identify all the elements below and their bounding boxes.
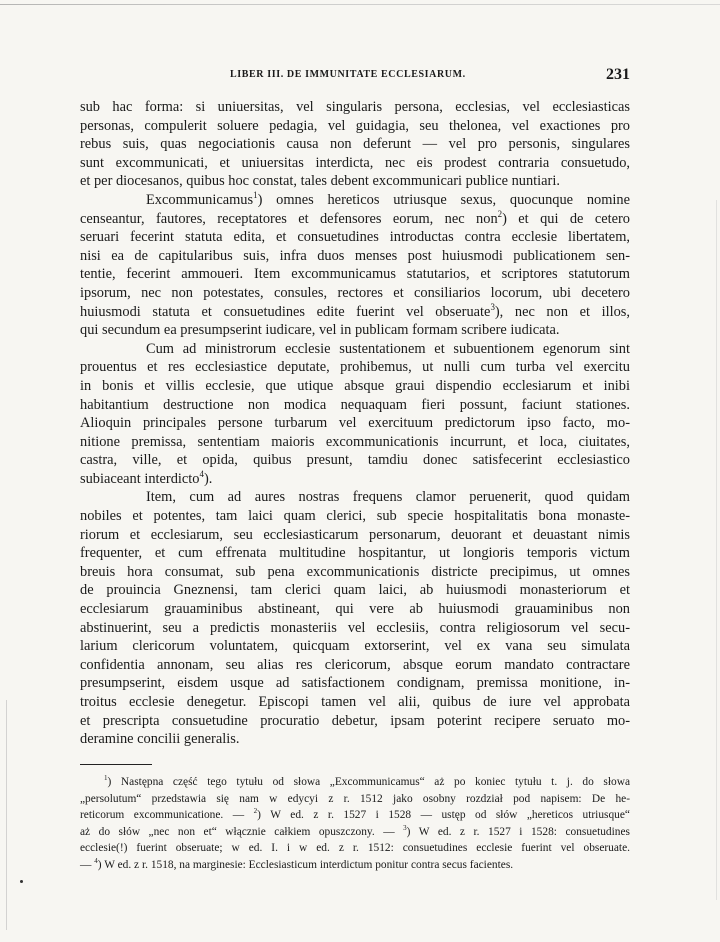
body-line bbox=[80, 321, 630, 340]
line-text: censeantur, fautores, receptatores et defensores eorum, nec non bbox=[80, 210, 498, 227]
body-line bbox=[80, 563, 630, 582]
line-text: personas, compulerit soluere pedagia, vel guidagia, seu thelonea, vel exactiones pro bbox=[80, 117, 630, 134]
line-text: nisi ea de capitularibus suis, infra duos menses post huiusmodi publicationem sen- bbox=[80, 247, 630, 264]
body-line bbox=[80, 172, 630, 191]
line-text: sub hac forma: si uniuersitas, vel singularis persona, ecclesias, vel ecclesiasticas bbox=[80, 99, 630, 115]
footnote-marker: 2 bbox=[253, 807, 258, 816]
body-line bbox=[80, 265, 630, 284]
scan-edge-left bbox=[6, 700, 7, 930]
body-line bbox=[80, 526, 630, 545]
body-line bbox=[80, 228, 630, 247]
line-text: „persolutum“ przedstawia się nam w edycyi z r. 1512 jako osobny rozdział pod napisem: De he- bbox=[80, 792, 630, 805]
line-text-continued: ) et qui de cetero bbox=[502, 210, 630, 227]
body-line bbox=[80, 544, 630, 563]
footnote-marker: 4 bbox=[94, 857, 98, 866]
body-line bbox=[80, 396, 630, 415]
line-text: confidentia annonam, seu alias res clericorum, absque eorum mandato contractare bbox=[80, 656, 630, 673]
body-line bbox=[80, 117, 630, 136]
footnote-marker: 3 bbox=[403, 823, 407, 832]
body-line bbox=[80, 712, 630, 731]
footnote-line bbox=[80, 824, 630, 841]
line-text: frequenter, et cum effrenata multitudine hospitantur, ut longioris temporis victum bbox=[80, 545, 630, 562]
line-text: ipsorum, nec non potestates, consules, rectores et consiliarios locorum, ubi decetero bbox=[80, 284, 630, 301]
body-line bbox=[80, 358, 630, 377]
line-text: nitione premissa, sententiam maioris excommunicationis incurrunt, et loca, ciuitates, bbox=[80, 433, 630, 450]
page-header bbox=[80, 66, 630, 88]
footnotes bbox=[80, 774, 630, 874]
body-line bbox=[80, 451, 630, 470]
body-line bbox=[80, 581, 630, 600]
line-text: Item, cum ad aures nostras frequens clamor peruenerit, quod quidam bbox=[146, 489, 630, 506]
line-text: et per diocesanos, quibus hoc constat, tales debent excommunicari publice nuntiari. bbox=[80, 173, 560, 190]
line-text: prouentus et res ecclesiastice deputate, prohibemus, ut nulli cum turba vel exercitu bbox=[80, 359, 630, 376]
body-line bbox=[80, 656, 630, 675]
body-line bbox=[80, 135, 630, 154]
line-text-continued: ) W ed. z r. 1527 i 1528 — ustęp od słów „hereticos utriusque“ bbox=[257, 809, 630, 822]
footnote-marker: 2 bbox=[497, 208, 503, 219]
scan-edge-right bbox=[716, 200, 717, 900]
body-line bbox=[80, 414, 630, 433]
line-text: rebus suis, quas negociationis causa non deferunt — vel pro personis, singulares bbox=[80, 136, 630, 153]
line-text: in bonis et villis ecclesie, que utique absque graui dispendio ecclesiarum et inibi bbox=[80, 377, 630, 394]
line-text: de prouincia Gneznensi, tam clerici quam laici, ab huiusmodi monasteriorum et bbox=[80, 582, 630, 599]
line-text: castra, ville, et opida, quibus presunt, tamdiu donec satisfecerint ecclesiastico bbox=[80, 452, 630, 469]
line-text: Cum ad ministrorum ecclesie sustentationem et subuentionem egenorum sint bbox=[146, 340, 630, 357]
body-line bbox=[80, 247, 630, 266]
line-text: nobiles et potentes, tam laici quam clerici, sub specie hospitalitatis bona monaste- bbox=[80, 508, 630, 525]
body-line bbox=[80, 693, 630, 712]
line-text-continued: ) W ed. z r. 1527 i 1528: consuetudines bbox=[406, 825, 630, 838]
scan-mark bbox=[20, 880, 23, 883]
line-text: abstinuerint, seu a predictis monasteriis vel ecclesiis, contra religiosorum vel secu- bbox=[80, 619, 630, 636]
line-text: riorum et ecclesiarum, seu ecclesiasticarum personarum, deuorant et deuastant nimis bbox=[80, 526, 630, 543]
line-text: presumpserint, eisdem usque ad satisfactionem condignam, premissa monitione, in- bbox=[80, 675, 630, 692]
body-line bbox=[80, 340, 630, 359]
body-line bbox=[80, 470, 630, 489]
body-line bbox=[80, 98, 630, 117]
line-text: habitantium destructione non modica nequaquam fieri possunt, faciunt stationes. bbox=[80, 396, 630, 413]
scan-edge-top bbox=[0, 4, 720, 5]
line-text: deramine concilii generalis. bbox=[80, 731, 240, 748]
body-line bbox=[80, 377, 630, 396]
line-text: ecclesiarum grauaminibus abstineant, qui vere ab huiusmodi grauaminibus non bbox=[80, 601, 630, 618]
footnote-line bbox=[80, 807, 630, 824]
line-text: reticorum excommunicatione. — bbox=[80, 809, 254, 822]
body-line bbox=[80, 191, 630, 210]
line-text: ecclesie(!) fuerint obseruate; w ed. I. i w ed. z r. 1512: consuetudines ecclesie fuerint vel obseruate. bbox=[80, 842, 630, 855]
body-line bbox=[80, 154, 630, 173]
line-text-continued: ) omnes hereticos utriusque sexus, quocunque nomine bbox=[257, 191, 630, 208]
line-text: aż do słów „nec non et“ włącznie całkiem opuszczony. — bbox=[80, 825, 404, 838]
line-text: qui secundum ea presumpserint iudicare, vel in publicam formam scribere iudicata. bbox=[80, 322, 560, 339]
page-number: 231 bbox=[606, 66, 630, 83]
line-text: seruari fecerint statuta edita, et consuetudines introductas contra ecclesie libertatem, bbox=[80, 229, 630, 246]
footnote-marker: 3 bbox=[490, 301, 495, 312]
line-text-continued: ) Następna część tego tytułu od słowa „Excommunicamus“ aż po koniec tytułu t. j. do słowa bbox=[107, 776, 630, 788]
footnote-marker: 1 bbox=[104, 774, 108, 783]
body-line bbox=[80, 303, 630, 322]
footnote-line bbox=[80, 791, 630, 808]
line-text: sunt excommunicati, et uniuersitas interdicta, nec eis prodest contraria consuetudo, bbox=[80, 154, 630, 171]
body-line bbox=[80, 433, 630, 452]
line-text: et prescripta consuetudine procuratio debetur, ipsam poterint recipere seruato mo- bbox=[80, 712, 630, 729]
line-text: tentie, fecerint ammoueri. Item excommunicamus statutarios, et scriptores statutorum bbox=[80, 266, 630, 283]
body-line bbox=[80, 284, 630, 303]
line-text: — bbox=[80, 858, 95, 871]
line-text-continued: ) W ed. z r. 1518, na marginesie: Ecclesiasticum interdictum ponitur contra secus facientes. bbox=[97, 858, 514, 871]
line-text: subiaceant interdicto bbox=[80, 470, 200, 487]
line-text-continued: ), nec non et illos, bbox=[494, 303, 630, 320]
running-head: LIBER III. DE IMMUNITATE ECCLESIARUM. bbox=[230, 69, 466, 80]
line-text: breuis hora consumat, sub pena excommunicationis districte precipimus, ut omnes bbox=[80, 563, 630, 580]
footnote-marker: 1 bbox=[253, 190, 258, 201]
body-text bbox=[80, 98, 630, 749]
footnote-line bbox=[80, 857, 630, 874]
line-text: larium clericorum voluntatem, quicquam extorserint, vel ex vana seu simulata bbox=[80, 638, 630, 655]
body-line bbox=[80, 730, 630, 749]
footnote-marker: 4 bbox=[199, 469, 204, 480]
footnote-rule bbox=[80, 764, 152, 765]
footnote-line bbox=[80, 774, 630, 791]
line-text: Alioquin principales persone turbarum vel exercituum predictorum ipso facto, mo- bbox=[80, 415, 630, 432]
body-line bbox=[80, 600, 630, 619]
body-line bbox=[80, 674, 630, 693]
line-text: troitus ecclesie denegetur. Episcopi tamen vel alii, quibus de iure vel approbata bbox=[80, 694, 630, 710]
line-text: Excommunicamus bbox=[146, 191, 254, 208]
body-line bbox=[80, 637, 630, 656]
body-line bbox=[80, 619, 630, 638]
footnote-line bbox=[80, 840, 630, 857]
body-line bbox=[80, 507, 630, 526]
line-text: huiusmodi statuta et consuetudines edite fuerint vel obseruate bbox=[80, 303, 491, 320]
line-text-continued: ). bbox=[203, 470, 213, 487]
body-line bbox=[80, 210, 630, 229]
body-line bbox=[80, 488, 630, 507]
